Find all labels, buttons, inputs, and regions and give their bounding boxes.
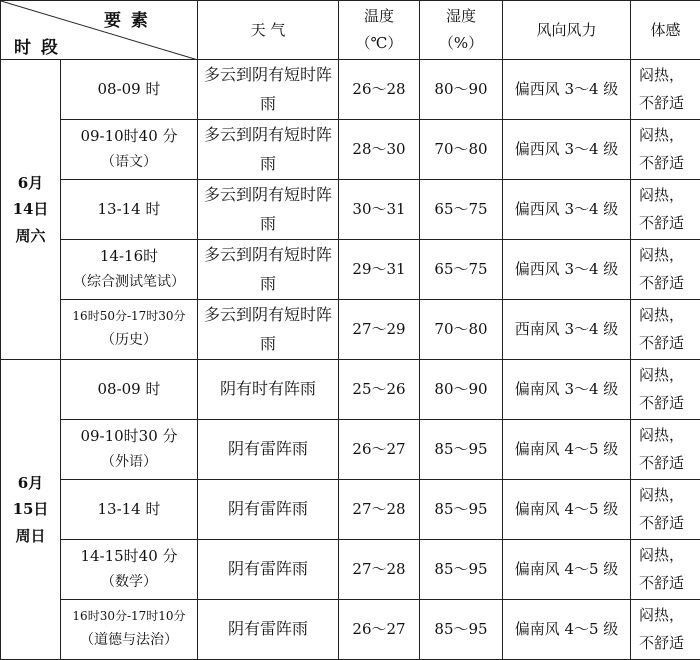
day-date: 14日 bbox=[12, 200, 49, 219]
feel-line1: 闷热， bbox=[639, 545, 685, 564]
day-cell bbox=[1, 60, 61, 360]
feel-line1: 闷热， bbox=[639, 185, 685, 204]
humidity-cell: 70～80 bbox=[420, 120, 503, 180]
time-slot-cell bbox=[61, 240, 198, 300]
table-row bbox=[1, 240, 700, 300]
temperature-cell: 29～31 bbox=[339, 240, 420, 300]
feel-line2: 不舒适 bbox=[639, 93, 685, 112]
header-temp-line2: （℃） bbox=[355, 34, 403, 52]
day-weekday: 周日 bbox=[15, 526, 46, 545]
table-row bbox=[1, 120, 700, 180]
time-slot: 08-09 时 bbox=[97, 380, 161, 398]
wind-cell: 偏南风 4～5 级 bbox=[503, 600, 631, 660]
feel-line1: 闷热， bbox=[639, 365, 685, 384]
humidity-cell: 85～95 bbox=[420, 540, 503, 600]
header-feel bbox=[631, 1, 700, 60]
wind-cell: 偏西风 3～4 级 bbox=[503, 60, 631, 120]
humidity-cell: 65～75 bbox=[420, 240, 503, 300]
corner-label-elements: 要 素 bbox=[104, 11, 150, 31]
time-slot: 14-16时 bbox=[99, 247, 159, 266]
day-weekday: 周六 bbox=[15, 226, 46, 245]
feel-line1: 闷热， bbox=[639, 425, 685, 444]
day-month: 6月 bbox=[17, 174, 44, 193]
wind-cell: 偏西风 3～4 级 bbox=[503, 120, 631, 180]
feel-line1: 闷热， bbox=[639, 605, 685, 624]
feel-line2: 不舒适 bbox=[639, 273, 685, 292]
wind-cell: 偏南风 4～5 级 bbox=[503, 420, 631, 480]
feel-line2: 不舒适 bbox=[639, 633, 685, 652]
feel-line2: 不舒适 bbox=[639, 153, 685, 172]
header-wind-label: 风向风力 bbox=[536, 20, 597, 39]
feel-cell bbox=[631, 240, 700, 300]
header-humidity-line1: 湿度 bbox=[445, 7, 476, 25]
header-humidity-line2: （%） bbox=[438, 34, 484, 52]
weather-cell: 多云到阴有短时阵雨 bbox=[198, 300, 339, 360]
day-month: 6月 bbox=[17, 474, 44, 493]
humidity-cell: 85～95 bbox=[420, 420, 503, 480]
exam-subject: （道德与法治） bbox=[80, 631, 178, 648]
feel-line1: 闷热， bbox=[639, 125, 685, 144]
table-row bbox=[1, 480, 700, 540]
day-cell bbox=[1, 360, 61, 660]
exam-subject: （数学） bbox=[101, 574, 157, 591]
time-slot: 09-10时30 分 bbox=[80, 427, 178, 446]
feel-cell bbox=[631, 60, 700, 120]
time-slot: 13-14 时 bbox=[97, 200, 161, 218]
time-slot-cell bbox=[61, 360, 198, 420]
time-slot-cell bbox=[61, 60, 198, 120]
time-slot-cell bbox=[61, 600, 198, 660]
header-temperature bbox=[339, 1, 420, 60]
weather-cell: 阴有雷阵雨 bbox=[198, 480, 339, 540]
temperature-cell: 27～29 bbox=[339, 300, 420, 360]
feel-cell bbox=[631, 360, 700, 420]
humidity-cell: 80～90 bbox=[420, 360, 503, 420]
exam-subject: （综合测试笔试） bbox=[73, 274, 185, 291]
feel-line2: 不舒适 bbox=[639, 453, 685, 472]
wind-cell: 偏西风 3～4 级 bbox=[503, 240, 631, 300]
weather-cell: 阴有时有阵雨 bbox=[198, 360, 339, 420]
header-feel-label: 体感 bbox=[650, 20, 681, 39]
temperature-cell: 28～30 bbox=[339, 120, 420, 180]
temperature-cell: 25～26 bbox=[339, 360, 420, 420]
time-slot-cell bbox=[61, 540, 198, 600]
humidity-cell: 80～90 bbox=[420, 60, 503, 120]
time-slot: 09-10时40 分 bbox=[80, 127, 178, 146]
time-slot-cell bbox=[61, 120, 198, 180]
table-row bbox=[1, 420, 700, 480]
header-wind bbox=[503, 1, 631, 60]
table-row bbox=[1, 600, 700, 660]
exam-subject: （语文） bbox=[101, 154, 157, 171]
time-slot: 08-09 时 bbox=[97, 80, 161, 98]
corner-header-cell bbox=[1, 1, 198, 60]
weather-cell: 多云到阴有短时阵雨 bbox=[198, 120, 339, 180]
temperature-cell: 26～27 bbox=[339, 420, 420, 480]
humidity-cell: 70～80 bbox=[420, 300, 503, 360]
temperature-cell: 30～31 bbox=[339, 180, 420, 240]
header-temp-line1: 温度 bbox=[363, 7, 394, 25]
exam-subject: （历史） bbox=[101, 331, 157, 348]
feel-line2: 不舒适 bbox=[639, 333, 685, 352]
time-slot-cell bbox=[61, 180, 198, 240]
wind-cell: 偏南风 4～5 级 bbox=[503, 480, 631, 540]
table-row bbox=[1, 360, 700, 420]
day-date: 15日 bbox=[12, 500, 49, 519]
temperature-cell: 26～27 bbox=[339, 600, 420, 660]
feel-line2: 不舒适 bbox=[639, 213, 685, 232]
temperature-cell: 27～28 bbox=[339, 540, 420, 600]
exam-subject: （外语） bbox=[101, 454, 157, 471]
time-slot: 14-15时40 分 bbox=[80, 547, 178, 566]
weather-cell: 阴有雷阵雨 bbox=[198, 600, 339, 660]
feel-line2: 不舒适 bbox=[639, 573, 685, 592]
table-row bbox=[1, 300, 700, 360]
feel-cell bbox=[631, 540, 700, 600]
feel-line1: 闷热， bbox=[639, 65, 685, 84]
time-slot: 16时50分-17时30分 bbox=[72, 309, 186, 324]
header-row bbox=[1, 1, 700, 60]
weather-cell: 多云到阴有短时阵雨 bbox=[198, 180, 339, 240]
feel-cell bbox=[631, 420, 700, 480]
feel-cell bbox=[631, 300, 700, 360]
feel-line2: 不舒适 bbox=[639, 393, 685, 412]
header-humidity bbox=[420, 1, 503, 60]
weather-cell: 阴有雷阵雨 bbox=[198, 540, 339, 600]
header-weather-label: 天 气 bbox=[250, 20, 286, 39]
humidity-cell: 85～95 bbox=[420, 600, 503, 660]
temperature-cell: 26～28 bbox=[339, 60, 420, 120]
table-row bbox=[1, 540, 700, 600]
wind-cell: 西南风 3～4 级 bbox=[503, 300, 631, 360]
weather-cell: 阴有雷阵雨 bbox=[198, 420, 339, 480]
time-slot-cell bbox=[61, 300, 198, 360]
feel-line1: 闷热， bbox=[639, 485, 685, 504]
wind-cell: 偏南风 3～4 级 bbox=[503, 360, 631, 420]
feel-line2: 不舒适 bbox=[639, 513, 685, 532]
time-slot-cell bbox=[61, 480, 198, 540]
feel-cell bbox=[631, 480, 700, 540]
humidity-cell: 65～75 bbox=[420, 180, 503, 240]
weather-cell: 多云到阴有短时阵雨 bbox=[198, 240, 339, 300]
time-slot: 16时30分-17时10分 bbox=[72, 609, 186, 624]
wind-cell: 偏南风 4～5 级 bbox=[503, 540, 631, 600]
table-row bbox=[1, 180, 700, 240]
feel-line1: 闷热， bbox=[639, 245, 685, 264]
table-row bbox=[1, 60, 700, 120]
corner-label-period: 时 段 bbox=[14, 38, 60, 58]
header-weather bbox=[198, 1, 339, 60]
time-slot-cell bbox=[61, 420, 198, 480]
feel-line1: 闷热， bbox=[639, 305, 685, 324]
feel-cell bbox=[631, 600, 700, 660]
feel-cell bbox=[631, 120, 700, 180]
feel-cell bbox=[631, 180, 700, 240]
time-slot: 13-14 时 bbox=[97, 500, 161, 518]
temperature-cell: 27～28 bbox=[339, 480, 420, 540]
weather-cell: 多云到阴有短时阵雨 bbox=[198, 60, 339, 120]
humidity-cell: 85～95 bbox=[420, 480, 503, 540]
wind-cell: 偏西风 3～4 级 bbox=[503, 180, 631, 240]
